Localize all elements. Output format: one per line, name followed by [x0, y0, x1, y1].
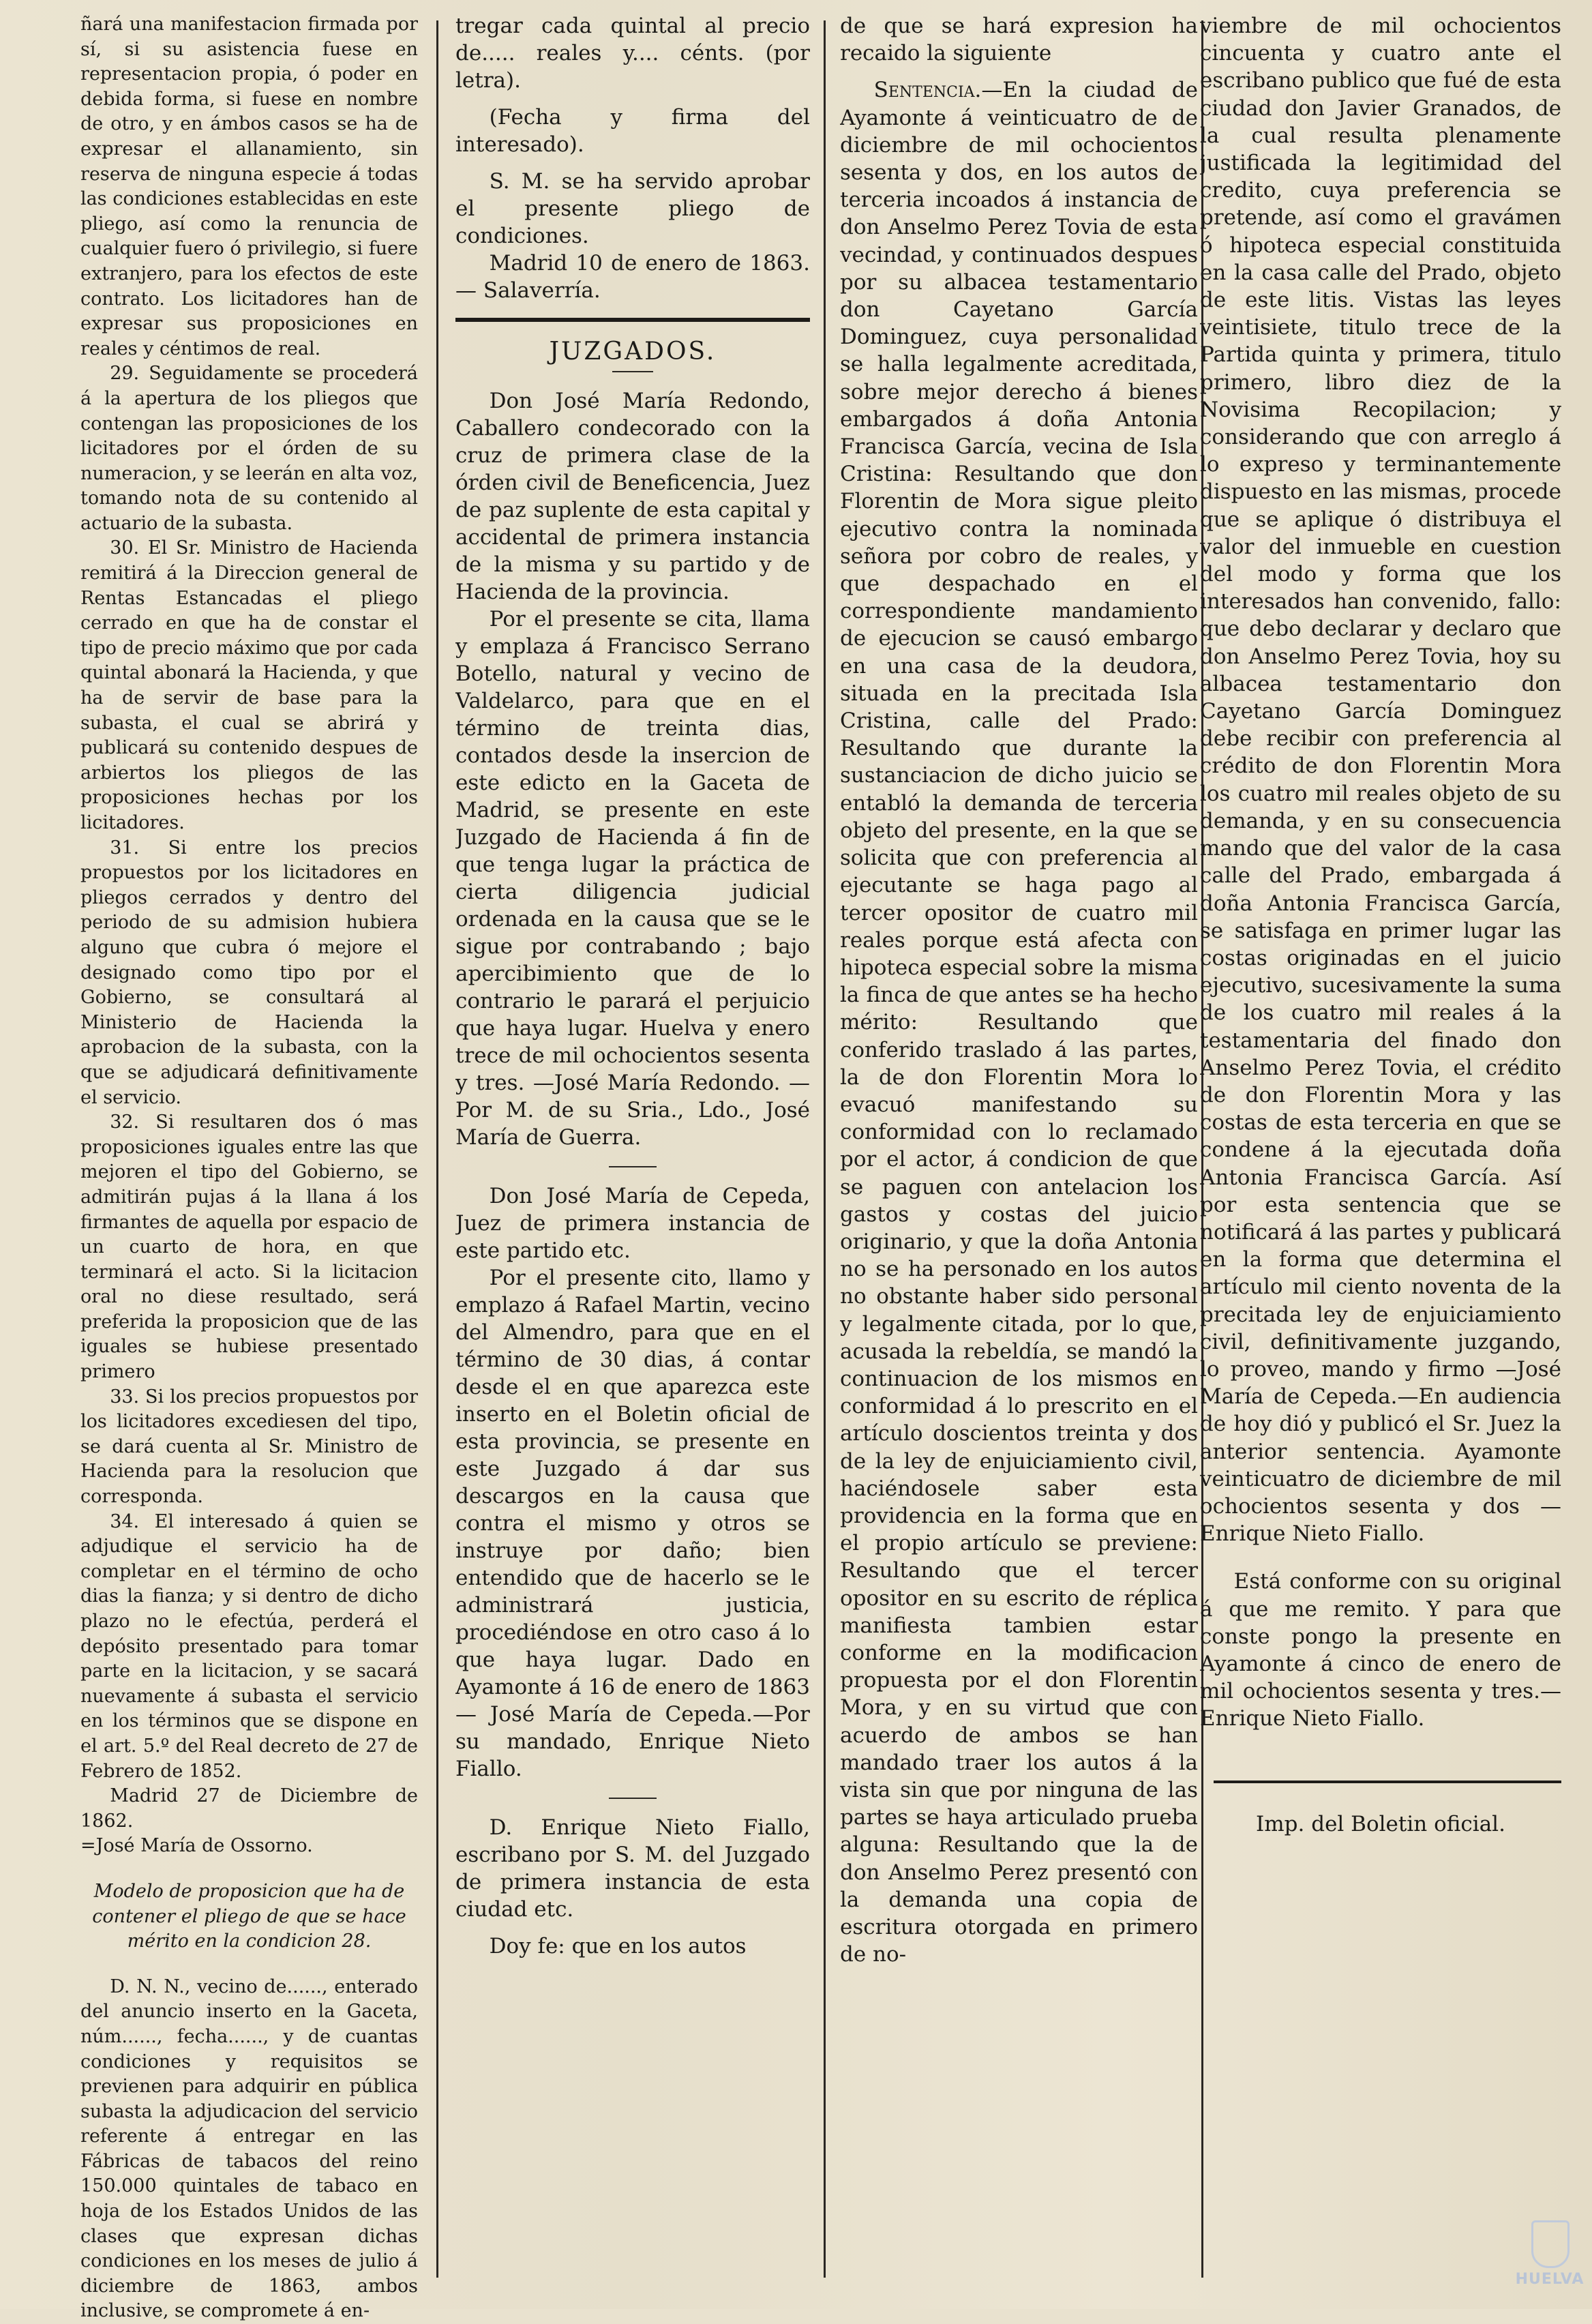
signature-note: (Fecha y firma del interesado). — [455, 105, 810, 157]
column-1 — [80, 12, 418, 2324]
crest-icon — [1531, 2220, 1570, 2268]
condition-31: 31. Si entre los precios propuestos por los licitadores en pliegos cerrados y dentro del periodo de su admision hubiera alguno que cubra ó mejore el designado como tipo por el Gobierno, se consultará al Ministerio de Hacienda la aprobacion de la subasta, con la que se adjudicará definitivamente el servicio. — [80, 837, 418, 1108]
model-title: Modelo de proposicion que ha de contener el pliego de que se hace mérito en la condicion 28. — [92, 1880, 406, 1952]
model-text: D. N. N., vecino de......, enterado del anuncio inserto en la Gaceta, núm......, fecha......, y de cuantas condiciones y requisitos se previenen para adquirir en pública subasta la adjudicacion del servicio referente á entregar en las Fábricas de tabacos del reino 150.000 quintales de tabaco en hoja de los Estados Unidos de las clases que expresan dichas condiciones en los meses de julio á diciembre de 1863, ambos inclusive, se compromete á en- — [80, 1976, 418, 2322]
imprint: Imp. del Boletin oficial. — [1256, 1811, 1505, 1836]
edict-3-intro: D. Enrique Nieto Fiallo, escribano por S. M. del Juzgado de primera instancia de esta ciudad etc. — [455, 1815, 810, 1922]
condition-29: 29. Seguidamente se procederá á la apertura de los pliegos que contengan las proposiciones de los licitadores por el órden de su numeracion, y se leerán en alta voz, tomando nota de su contenido al actuario de la subasta. — [80, 363, 418, 534]
conditions-paragraph: ñará una manifestacion firmada por sí, si su asistencia fuese en representacion propia, ó poder en debida forma, si fuese en nombre de otro, y en ámbos casos se ha de expresar el allanamiento, sin reserva de ninguna especie á todas las condiciones establecidas en este pliego, así como la renuncia de cualquier fuero ó privilegio, si fuere extranjero, para los efectos de este contrato. Los licitadores han de expresar sus proposiciones en reales y céntimos de real. — [80, 14, 418, 359]
watermark-logo — [1512, 2220, 1587, 2302]
edict-3-continuation: de que se hará expresion ha recaido la siguiente — [840, 14, 1198, 66]
edict-2-body: Por el presente cito, llamo y emplazo á Rafael Martin, vecino del Almendro, para que en el término de 30 dias, á contar desde el en que aparezca este inserto en el Boletin oficial de esta provincia, se presente en este Juzgado á dar sus descargos en la causa que contra el mismo y otros se instruye por daño; bien entendido que de hacerlo se le administrará justicia, procediéndose en otro caso á lo que haya lugar. Dado en Ayamonte á 16 de enero de 1863 — José María de Cepeda.—Por su mandado, Enrique Nieto Fiallo. — [455, 1266, 810, 1781]
section-heading: JUZGADOS. — [549, 338, 717, 366]
watermark-text: HUELVA — [1515, 2271, 1585, 2288]
sentence-label: Sentencia. — [873, 78, 982, 103]
approval-note: S. M. se ha servido aprobar el presente pliego de condiciones. — [455, 169, 810, 248]
edict-separator — [609, 1798, 657, 1799]
sentence-body: —En la ciudad de Ayamonte á veinticuatro de de diciembre de mil ochocientos sesenta y dos, en los autos de terceria incoados á instancia de don Anselmo Perez Tovia de esta vecindad, y continuados despues por su albacea testamentario don Cayetano García Dominguez, cuya personalidad se halla legalmente acreditada, sobre mejor derecho á bienes embargados á doña Antonia Francisca García, vecina de Isla Cristina: Resultando que don Florentin de Mora sigue pleito ejecutivo contra la nominada señora por cobro de reales, y que despachado en el correspondiente mandamiento de ejecucion se causó embargo en una casa de la deudora, situada en la precitada Isla Cristina, calle del Prado: Resultando que durante la sustanciacion de dicho juicio se entabló la demanda de terceria objeto del presente, en la que se solicita que con preferencia al ejecutante se haga pago al tercer opositor de cuatro mil reales porque está afecta con hipoteca especial sobre la misma la finca de que antes se ha hecho mérito: Resultando que conferido traslado á las partes, la de don Florentin Mora lo evacuó manifestando su conformidad con lo reclamado por el actor, á condicion de que se paguen con antelacion los gastos y costas del juicio originario, y que la doña Antonia no se ha personado en los autos no obstante haber sido personal y legalmente citada, por lo que, acusada la rebeldía, se mandó la continuacion de los mismos en conformidad á lo prescrito en el artículo doscientos treinta y dos de la ley de enjuiciamiento civil, haciéndosele saber esta providencia en la forma que en el propio artículo se previene: Resultando que el tercer opositor en su escrito de réplica manifiesta tambien estar conforme en la modificacion propuesta por el don Florentin Mora, y en su virtud que con acuerdo de ambos se han mandado traer los autos á la vista sin que por ninguna de las partes se haya articulado prueba alguna: Resultando que la de don Anselmo Perez presentó con la demanda una copia de escritura otorgada en primero de no- — [840, 78, 1198, 1967]
column-divider — [824, 20, 826, 2278]
end-rule — [1214, 1781, 1561, 1783]
condition-33: 33. Si los precios propuestos por los licitadores excediesen del tipo, se dará cuenta al Sr. Ministro de Hacienda para la resolucion que corresponda. — [80, 1386, 418, 1508]
condition-32: 32. Si resultaren dos ó mas proposiciones iguales entre las que mejoren el tipo del Gobierno, se admitirán pujas á la llana á los firmantes de aquella por espacio de un cuarto de hora, en que terminará el acto. Si la licitacion oral no diese resultado, será preferida la proposicion que de las iguales se hubiese presentado primero — [80, 1112, 418, 1383]
certification: Está conforme con su original á que me remito. Y para que conste pongo la presente en Ayamonte á cinco de enero de mil ochocientos sesenta y tres.—Enrique Nieto Fiallo. — [1200, 1569, 1561, 1731]
condition-30: 30. El Sr. Ministro de Hacienda remitirá á la Direccion general de Rentas Estancadas el pliego cerrado en que ha de constar el tipo de precio máximo que por cada quintal abonará la Hacienda, y que ha de servir de base para la subasta, el cual se abrirá y publicará su contenido despues de arbiertos los pliegos de las proposiciones hechas por los licitadores. — [80, 537, 418, 833]
column-divider — [436, 20, 438, 2278]
sentence-text — [840, 76, 1198, 1968]
edict-1-body: Por el presente se cita, llama y emplaza á Francisco Serrano Botello, natural y vecino de Valdelarco, para que en el término de treinta dias, contados desde la insercion de este edicto en la Gaceta de Madrid, se presente en este Juzgado de Hacienda á fin de que tenga lugar la práctica de cierta diligencia judicial ordenada en la causa que se le sigue por contrabando ; bajo apercibimiento que de lo contrario le parará el perjuicio que haya lugar. Huelva y enero trece de mil ochocientos sesenta y tres. —José María Redondo. —Por M. de su Sria., Ldo., José María de Guerra. — [455, 607, 810, 1150]
edict-separator — [609, 1166, 657, 1167]
model-continuation: tregar cada quintal al precio de..... reales y.... cénts. (por letra). — [455, 14, 810, 93]
condition-34: 34. El interesado á quien se adjudique el servicio ha de completar en el término de ocho dias la fianza; y si dentro de dicho plazo no le efectúa, perderá el depósito presentado para tomar parte en la licitacion, y se sacará nuevamente á subasta el servicio en los términos que se dispone en el art. 5.º del Real decreto de 27 de Febrero de 1852. — [80, 1510, 418, 1782]
dateline: Madrid 27 de Diciembre de 1862. — [80, 1785, 418, 1832]
edict-3-body: Doy fe: que en los autos — [489, 1934, 747, 1958]
edict-2-intro: Don José María de Cepeda, Juez de primera instancia de este partido etc. — [455, 1184, 810, 1263]
dateline: Madrid 10 de enero de 1863. — Salaverría. — [455, 251, 810, 303]
edict-1-intro: Don José María Redondo, Caballero condecorado con la cruz de primera clase de la órden civil de Beneficencia, Juez de paz suplente de esta capital y accidental de primera instancia de la misma y su partido y de Hacienda de la provincia. — [455, 389, 810, 604]
column-3 — [840, 12, 1198, 1968]
heading-rule — [612, 371, 653, 372]
column-2 — [455, 12, 810, 1960]
column-4 — [1200, 12, 1561, 1838]
sentence-continuation: viembre de mil ochocientos cincuenta y cuatro ante el escribano publico que fué de esta ciudad don Javier Granados, de la cual resulta plenamente justificada la legitimidad del credito, cuya preferencia se pretende, así como el gravámen ó hipoteca especial constituida en la casa calle del Prado, objeto de este litis. Vistas las leyes veintisiete, titulo trece de la Partida quinta y primera, titulo primero, libro diez de la Novisima Recopilacion; y considerando que con arreglo á lo expreso y terminantemente dispuesto en las mismas, procede que se aplique ó distribuya el valor del inmueble en cuestion del modo y forma que los interesados han convenido, fallo: que debo declarar y declaro que don Anselmo Perez Tovia, hoy su albacea testamentario don Cayetano García Dominguez debe recibir con preferencia al crédito de don Florentin Mora los cuatro mil reales objeto de su demanda, y en su consecuencia mando que del valor de la casa calle del Prado, embargada á doña Antonia Francisca García, se satisfaga en primer lugar las costas originadas en el juicio ejecutivo, sucesivamente la suma de los cuatro mil reales á la testamentaria del finado don Anselmo Perez Tovia, el crédito de don Florentin Mora y las costas de esta terceria en que se condene á la ejecutada doña Antonia Francisca García. Así por esta sentencia que se notificará á las partes y publicará en la forma que determina el artículo mil ciento noventa de la precitada ley de enjuiciamiento civil, definitivamente juzgando, lo proveo, mando y firmo —José María de Cepeda.—En audiencia de hoy dió y publicó el Sr. Juez la anterior sentencia. Ayamonte veinticuatro de diciembre de mil ochocientos sesenta y dos —Enrique Nieto Fiallo. — [1200, 14, 1561, 1547]
section-rule — [455, 318, 810, 322]
signature: =José María de Ossorno. — [80, 1835, 313, 1857]
